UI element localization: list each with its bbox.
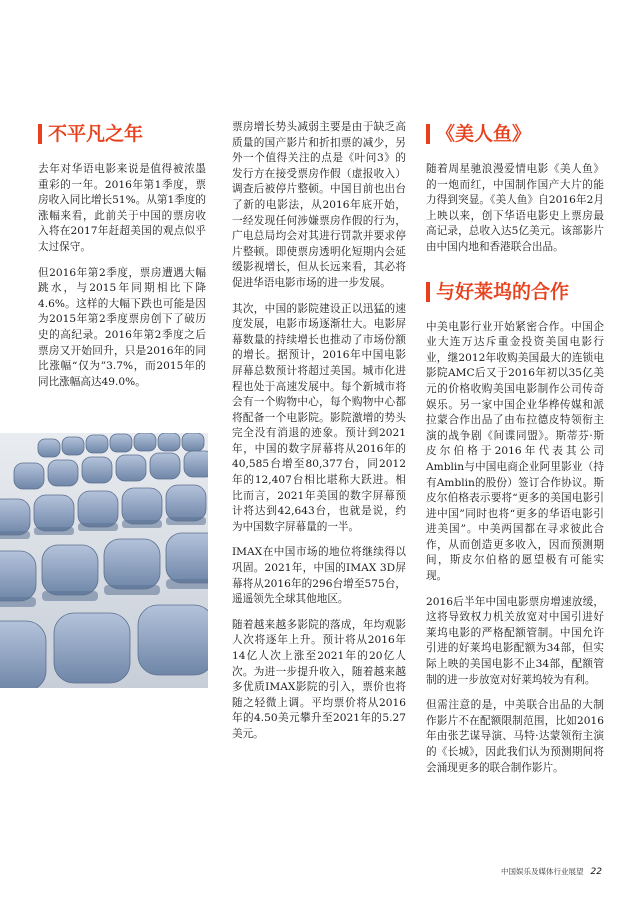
paragraph: 但2016年第2季度，票房遭遇大幅跳水，与2015年同期相比下降4.6%。这样的大幅下跌也可能是因为2015年第2季度票房创下了破历史的高纪录。2016年第2季度之后票房又开始回升，只是2016年的同比涨幅“仅为”3.7%，而2015年的同比涨幅高达49.0%。 [38, 266, 206, 388]
page-number: 22 [590, 867, 602, 877]
section-heading-hollywood [426, 280, 604, 304]
paragraph: 随着越来越多影院的落成，年均观影人次将逐年上升。预计将从2016年14亿人次上涨至2021年的20亿人次。为进一步提升收入，随着越来越多优质IMAX影院的引入，票价也将随之轻微上调。平均票价将从2016年的4.50美元攀升至2021年的5.27美元。 [232, 618, 406, 740]
heading-accent-bar [426, 282, 430, 302]
paragraph: 但需注意的是，中美联合出品的大制作影片不在配额限制范围，比如2016年由张艺谋导演、马特·达蒙领衔主演的《长城》，因此我们认为预测期间将会涌现更多的联合制作影片。 [426, 699, 604, 774]
column-middle [232, 120, 406, 753]
section-title: 不平凡之年 [48, 123, 144, 145]
cinema-seats-illustration [0, 433, 208, 688]
cinema-seats-photo [0, 433, 208, 688]
column-left [38, 122, 206, 400]
section-heading-mermaid [426, 122, 604, 146]
paragraph: 票房增长势头减弱主要是由于缺乏高质量的国产影片和折扣票的减少，另外一个值得关注的点是《叶问3》的发行方在接受票房作假（虚报收入）调查后被停片整顿。中国目前也出台了新的电影法，从2016年底开始，一经发现任何涉嫌票房作假的行为，广电总局均会对其进行罚款并要求停片整顿。即使票房透明化短期内会延缓影视增长，但从长远来看，其必将促进华语电影市场的进一步发展。 [232, 121, 406, 289]
heading-accent-bar [426, 124, 430, 144]
column-right [426, 122, 604, 786]
paragraph: 随着周星驰浪漫爱情电影《美人鱼》的一炮而红，中国制作国产大片的能力得到突显。《美人鱼》自2016年2月上映以来，创下华语电影史上票房最高记录，总收入达5亿美元。该部影片由中国内地和香港联合出品。 [426, 163, 604, 253]
paragraph: 其次，中国的影院建设正以迅猛的速度发展，电影市场逐渐壮大。电影屏幕数量的持续增长也推动了市场份额的增长。据预计，2016年中国电影屏幕总数预计将超过美国。城市化进程也处于高速发展中。每个新城市将会有一个购物中心，每个购物中心都将配备一个电影院。影院激增的势头完全没有消退的迹象。预计到2021年，中国的数字屏幕将从2016年的40,585台增至80,377台，同2012年的12,407台相比堪称大跃进。相比而言，2021年美国的数字屏幕预计将达到42,643台，也就是说，约为中国数字屏幕量的一半。 [232, 302, 406, 533]
heading-accent-bar [38, 124, 42, 144]
paragraph: 去年对华语电影来说是值得被浓墨重彩的一年。2016年第1季度，票房收入同比增长51%。从第1季度的涨幅来看，此前关于中国的票房收入将在2017年赶超美国的观点似乎太过保守。 [38, 163, 207, 253]
paragraph: IMAX在中国市场的地位将继续得以巩固。2021年，中国的IMAX 3D屏幕将从2016年的296台增至575台，遥遥领先全球其他地区。 [232, 546, 406, 606]
publication-title: 中国娱乐及媒体行业展望 [501, 867, 584, 876]
section-heading-unusual-year [38, 122, 206, 146]
paragraph: 中美电影行业开始紧密合作。中国企业大连万达斥重金投资美国电影行业，继2012年收购美国最大的连锁电影院AMC后又于2016年初以35亿美元的价格收购美国电影制作公司传奇娱乐。另一家中国企业华桦传媒和派拉蒙合作出品了由布拉德皮特领衔主演的战争剧《间谍同盟》。斯蒂芬·斯皮尔伯格于2016年代表其公司Amblin与中国电商企业阿里影业（持有Amblin的股份）签订合作协议。斯皮尔伯格表示要将“更多的美国电影引进中国”同时也将“更多的华语电影引进美国”。中美两国都在寻求彼此合作，从而创造更多收入，因而预测期间，斯皮尔伯格的愿望极有可能实现。 [426, 320, 604, 583]
section-title: 《美人鱼》 [436, 123, 532, 145]
page-footer [501, 866, 602, 877]
paragraph: 2016后半年中国电影票房增速放缓，这将导致权力机关放宽对中国引进好莱坞电影的严格配额管制。中国允许引进的好莱坞电影配额为34部，但实际上映的美国电影不止34部，配额管制的进一步放宽对好莱坞较为有利。 [426, 595, 604, 686]
section-title: 与好莱坞的合作 [436, 280, 570, 303]
